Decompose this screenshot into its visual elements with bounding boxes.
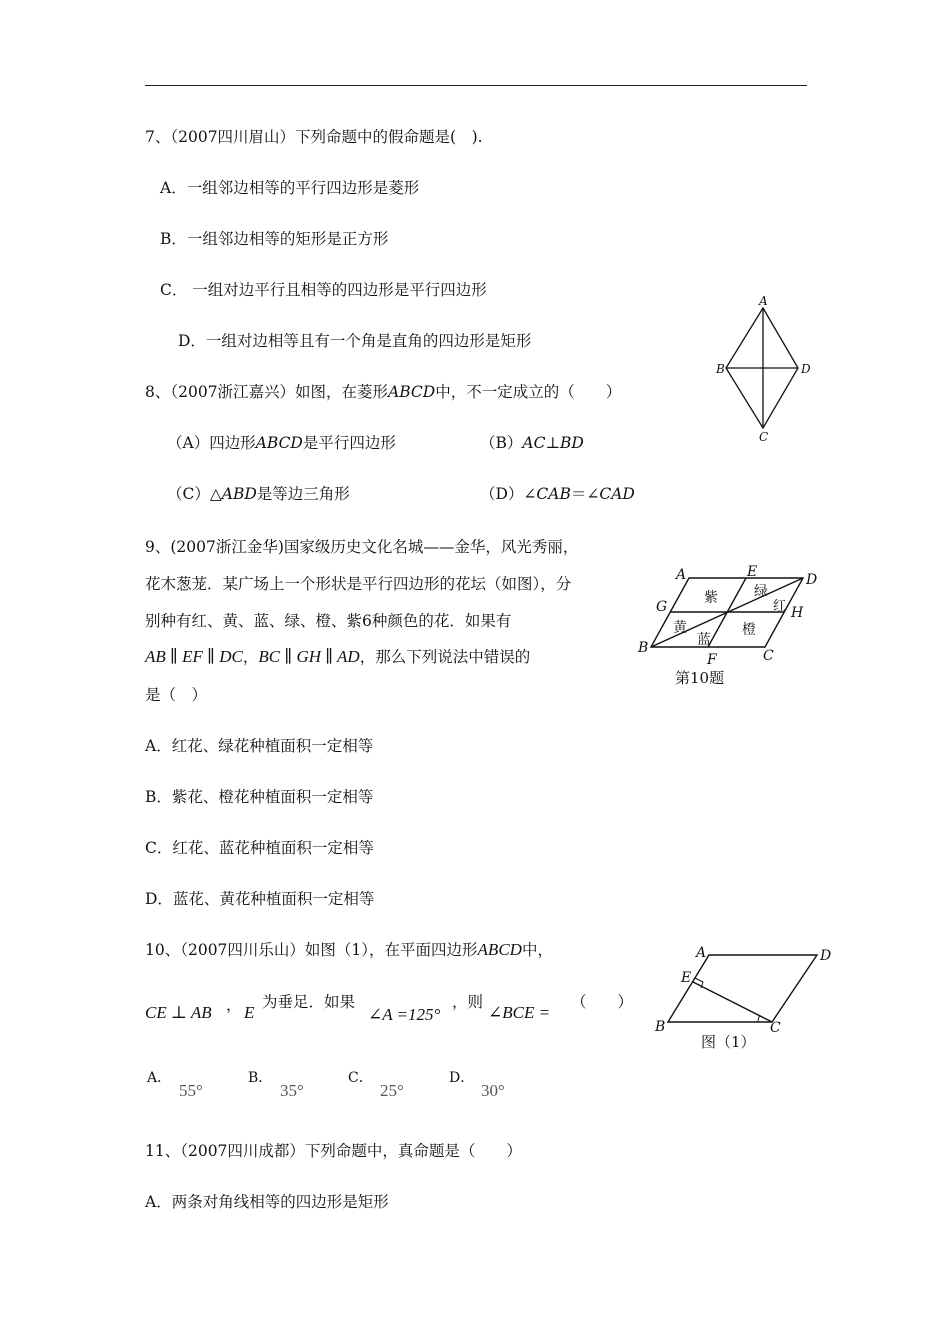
angle-arc-c bbox=[758, 1015, 760, 1022]
q9-line5: 是（ ） bbox=[145, 686, 208, 704]
q9-option-d: D．蓝花、黄花种植面积一定相等 bbox=[145, 890, 375, 908]
q7-option-c: C． 一组对边平行且相等的四边形是平行四边形 bbox=[160, 281, 487, 299]
label-d: D bbox=[820, 948, 832, 964]
label-b: B bbox=[638, 640, 649, 656]
q9-flowerbed-figure bbox=[632, 560, 832, 690]
q8-option-a-pre: （A）四边形 bbox=[167, 434, 256, 452]
q9-parallel-1: AB ∥ EF ∥ DC bbox=[145, 647, 243, 666]
q8-stem-b: 中，不一定成立的（ ） bbox=[435, 383, 622, 401]
figure-caption: 图（1） bbox=[701, 1033, 756, 1051]
header-rule bbox=[145, 85, 807, 86]
region-green: 绿 bbox=[754, 584, 768, 600]
label-d: D bbox=[806, 572, 818, 588]
q8-option-a bbox=[167, 433, 396, 453]
q8-option-c-pre: （C）△ bbox=[167, 485, 222, 503]
q10-option-b-label: B． bbox=[248, 1070, 273, 1086]
label-a: A bbox=[676, 567, 687, 583]
q8-rhombus-figure bbox=[712, 292, 822, 447]
region-red: 红 bbox=[773, 599, 787, 614]
q9-line4-text: ，那么下列说法中错误的 bbox=[359, 648, 531, 666]
label-c: C bbox=[770, 1020, 781, 1036]
q10-stem-math: ABCD bbox=[477, 940, 522, 959]
parallelogram-outline bbox=[668, 955, 817, 1022]
q10-perpendicular: CE ⊥ AB bbox=[145, 1003, 212, 1022]
q7-option-d: D．一组对边相等且有一个角是直角的四边形是矩形 bbox=[178, 332, 532, 350]
q10-angle-a: ∠A =125° bbox=[368, 1005, 441, 1024]
q8-option-d-math2: CAD bbox=[599, 485, 635, 503]
q10-blank: （ ） bbox=[571, 993, 634, 1011]
q8-option-d-mid: ＝∠ bbox=[570, 485, 600, 503]
region-orange: 橙 bbox=[742, 622, 756, 638]
q10-option-a-label: A． bbox=[147, 1070, 172, 1086]
q9-parallel-2: BC ∥ GH ∥ AD bbox=[258, 647, 360, 666]
q10-parallelogram-figure bbox=[650, 940, 840, 1060]
q7-option-a: A．一组邻边相等的平行四边形是菱形 bbox=[160, 179, 420, 197]
q10-option-b-value: 35° bbox=[280, 1081, 304, 1100]
q8-option-b-pre: （B） bbox=[480, 434, 523, 452]
label-a: A bbox=[759, 294, 768, 308]
q10-stem-text: 10、（2007四川乐山）如图（1），在平面四边形 bbox=[145, 941, 478, 959]
label-c: C bbox=[763, 648, 774, 664]
q8-stem-a: 8、（2007浙江嘉兴）如图，在菱形 bbox=[145, 383, 389, 401]
q8-option-b bbox=[480, 433, 584, 453]
q11-stem: 11、（2007四川成都）下列命题中，真命题是（ ） bbox=[145, 1142, 522, 1160]
label-e: E bbox=[747, 564, 758, 580]
q10-then: ，则 bbox=[452, 993, 484, 1011]
label-b: B bbox=[716, 362, 725, 376]
q9-option-a: A．红花、绿花种植面积一定相等 bbox=[145, 737, 374, 755]
q10-stem-end: 中， bbox=[521, 941, 553, 959]
label-f: F bbox=[707, 652, 717, 668]
label-b: B bbox=[655, 1019, 666, 1035]
q10-option-a-value: 55° bbox=[179, 1081, 203, 1100]
q8-option-d bbox=[480, 484, 635, 504]
q8-option-d-math1: CAB bbox=[536, 485, 571, 503]
q9-line1: 9、(2007浙江金华)国家级历史文化名城——金华，风光秀丽， bbox=[145, 538, 579, 556]
q8-option-c bbox=[167, 484, 350, 504]
q10-option-d-label: D． bbox=[449, 1070, 475, 1086]
q9-line4 bbox=[145, 647, 530, 667]
q10-option-c-value: 25° bbox=[380, 1081, 404, 1100]
q8-stem bbox=[145, 382, 621, 402]
q10-comma: ， bbox=[226, 996, 242, 1014]
q11-option-a: A．两条对角线相等的四边形是矩形 bbox=[145, 1193, 389, 1211]
q7-stem: 7、（2007四川眉山）下列命题中的假命题是( ). bbox=[145, 128, 483, 146]
q9-option-b: B．紫花、橙花种植面积一定相等 bbox=[145, 788, 374, 806]
q8-stem-math: ABCD bbox=[388, 383, 436, 401]
q8-option-c-post: 是等边三角形 bbox=[256, 485, 350, 503]
figure-caption: 第10题 bbox=[675, 669, 725, 687]
q9-line3: 别种有红、黄、蓝、绿、橙、紫6种颜色的花．如果有 bbox=[145, 612, 512, 630]
label-g: G bbox=[656, 599, 668, 615]
region-yellow: 黄 bbox=[673, 620, 687, 636]
q8-option-c-math: ABD bbox=[221, 485, 257, 503]
q8-option-a-post: 是平行四边形 bbox=[302, 434, 396, 452]
q7-option-b: B．一组邻边相等的矩形是正方形 bbox=[160, 230, 389, 248]
q8-option-b-math: AC⊥BD bbox=[522, 434, 584, 452]
q9-line4-sep: ， bbox=[242, 648, 259, 666]
label-e: E bbox=[681, 970, 692, 986]
label-d: D bbox=[801, 362, 811, 376]
label-a: A bbox=[696, 945, 707, 961]
label-c: C bbox=[759, 430, 769, 444]
q9-option-c: C．红花、蓝花种植面积一定相等 bbox=[145, 839, 374, 857]
q10-point-e: E bbox=[244, 1003, 255, 1022]
q10-stem bbox=[145, 940, 553, 960]
label-h: H bbox=[791, 605, 804, 621]
region-purple: 紫 bbox=[704, 590, 718, 606]
segment-ce bbox=[693, 982, 772, 1022]
q10-angle-bce: ∠BCE = bbox=[488, 1003, 551, 1022]
q8-option-a-math: ABCD bbox=[255, 434, 303, 452]
q8-option-d-pre: （D）∠ bbox=[480, 485, 537, 503]
q10-option-d-value: 30° bbox=[481, 1081, 505, 1100]
q10-option-c-label: C． bbox=[348, 1070, 373, 1086]
q9-line2: 花木葱茏．某广场上一个形状是平行四边形的花坛（如图），分 bbox=[145, 575, 572, 593]
region-blue: 蓝 bbox=[697, 632, 711, 648]
q10-foot-text: 为垂足．如果 bbox=[262, 993, 356, 1011]
